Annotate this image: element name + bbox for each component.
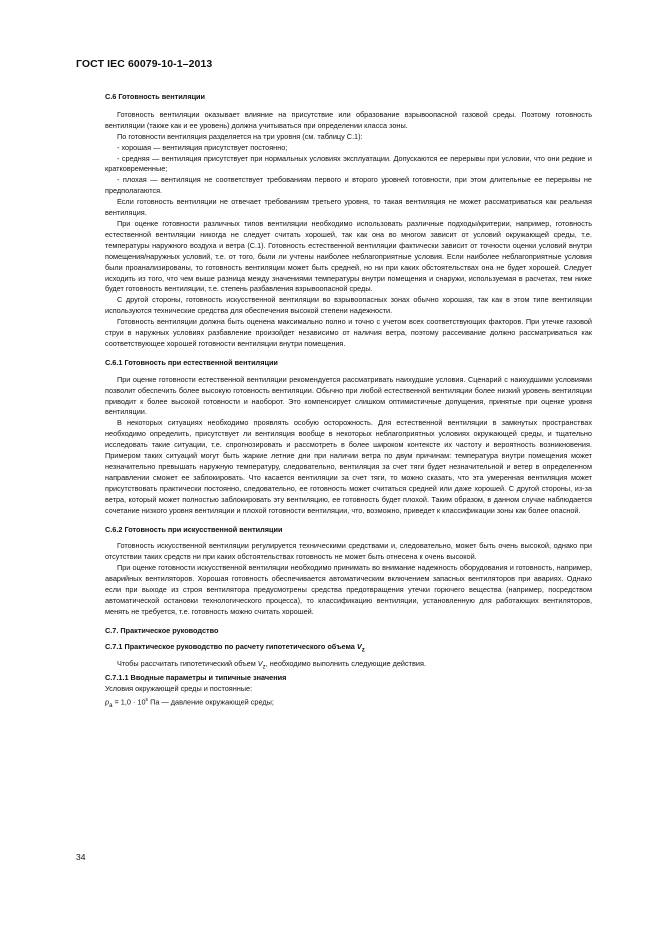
pa-exponent: 5 xyxy=(145,697,149,703)
vz-subscript: z xyxy=(361,646,365,654)
paragraph: Готовность искусственной вентиляции регулируется техническими средствами и, следовательно, может быть очень высокой, однако при отсутствии таких средств ни при каких обстоятельствах готовность не может быть отнесена к очень высокой. xyxy=(105,541,592,562)
page-content xyxy=(105,92,592,712)
section-c61-title: С.6.1 Готовность при естественной вентиляции xyxy=(105,357,278,367)
paragraph: При оценке готовности различных типов вентиляции необходимо использовать различные подходы/критерии, например, готовность естественной вентиляции никогда не следует считать хорошей, так как она во многом зависит от условий окружающей среды, т.е. температуры наружного воздуха и ветра (С.1). Готовность естественной вентиляции фактически зависит от точности оценки условий внутри помещения/наружных условий, т.е. от того, были ли учтены наиболее неблагоприятные условия. Если наиболее неблагоприятные условия были проанализированы, то готовность вентиляции может быть средней, но ни при каких обстоятельствах она не будет хорошей. Следует исходить из того, что чем выше разница между значениями температуры внутри помещения и снаружи, используемая в расчетах, тем ниже будет готовность вентиляции, т.е. степень разбавления взрывоопасной среды. xyxy=(105,218,592,294)
document-header: ГОСТ IEC 60079-10-1–2013 xyxy=(76,58,213,70)
section-c6-title: С.6 Готовность вентиляции xyxy=(105,92,206,101)
paragraph: При оценке готовности искусственной вентиляции необходимо принимать во внимание надежность оборудования и готовность, например, аварийных вентиляторов. Хорошая готовность обеспечивается автоматическим включением запасных вентиляторов при авариях. Однако если при выходе из строя вентилятора предусмотрены средства предотвращения утечки горючего вещества (например, посредством автоматической остановки технологического процесса), то классификацию вентиляции, установленную для работающих вентиляторов, менять не требуется, т.е. готовность можно считать хорошей. xyxy=(105,563,592,616)
paragraph: В некоторых ситуациях необходимо проявлять особую осторожность. Для естественной вентиляции в замкнутых пространствах необходимо определить, присутствует ли вентиляция вообще в некоторых неблагоприятных условиях окружающей среды, и тщательно исследовать такие ситуации, т.е. спрогнозировать и рассмотреть в более широком контексте их частоту и вероятность возникновения. Примером таких ситуаций могут быть жаркие летние дни при наличии ветра по двум причинам: температура внутри помещения может незначительно превышать наружную температуру, следовательно, вентиляция за счет тяги будет незначительной и ветер в определенном направлении сможет ее заблокировать. Что касается вентиляции за счет тяги, то можно сказать, что эта умеренная вентиляция может присутствовать практически постоянно, следовательно, ее готовность может считаться средней или даже хорошей. С другой стороны, из-за ветра, который может полностью заблокировать эту вентиляцию, ее готовность будет плохой. Таким образом, в данном случае наблюдается сочетание низкого уровня вентиляции и плохой готовности вентиляции, что, возможно, приведет к классификации зоны как более опасной. xyxy=(105,418,592,515)
pa-subscript: a xyxy=(109,702,113,710)
c71-intro-a: Чтобы рассчитать гипотетический объем xyxy=(117,659,256,669)
paragraph: Готовность вентиляции должна быть оценена максимально полно и точно с учетом всех соответствующих факторов. При утечке газовой струи в наружных условиях разбавление произойдет независимо от наличия ветра, поэтому рассеивание должно рассматриваться как соответствующее хорошей готовности вентиляции внутри помещения. xyxy=(105,317,592,348)
vz-inline-variable: V xyxy=(257,659,263,669)
c71-intro-b: , необходимо выполнить следующие действия. xyxy=(265,659,426,669)
pa-definition xyxy=(105,695,592,712)
paragraph: Если готовность вентиляции не отвечает требованиям третьего уровня, то такая вентиляция не может рассматриваться как реальная вентиляция. xyxy=(105,197,592,218)
list-item: - плохая — вентиляция не соответствует требованиям первого и второго уровней готовности, при этом длительные ее перерывы не предполагаются. xyxy=(105,175,592,196)
paragraph: Готовность вентиляции оказывает влияние на присутствие или образование взрывоопасной газовой среды. Поэтому готовность вентиляции (также как и ее уровень) должна учитываться при определении класса зоны. xyxy=(105,109,592,130)
section-c7-title: С.7. Практическое руководство xyxy=(105,625,219,635)
paragraph: Условия окружающей среды и постоянные: xyxy=(105,684,253,694)
pa-variable: p xyxy=(105,697,110,707)
section-c62-title: С.6.2 Готовность при искусственной вентиляции xyxy=(105,524,283,534)
paragraph: По готовности вентиляция разделяется на три уровня (см. таблицу С.1): xyxy=(117,131,363,141)
vz-inline-subscript: z xyxy=(262,663,266,671)
paragraph xyxy=(105,659,592,673)
page-number: 34 xyxy=(76,852,86,862)
section-c71-title xyxy=(105,642,592,656)
paragraph: При оценке готовности естественной вентиляции рекомендуется рассматривать наихудшие условия. Сценарий с наихудшими условиями позволит обеспечить более высокую готовность вентиляции. Обычно при любой естественной вентиляции более низкий уровень вентиляции приводит к более высокой готовности и наоборот. Это компенсирует слишком оптимистичные допущения, принятые при оценке уровня вентиляции. xyxy=(105,374,592,417)
vz-variable: V xyxy=(356,641,362,651)
pa-value: = 1,0 · 10 xyxy=(114,697,146,707)
list-item: - хорошая — вентиляция присутствует постоянно; xyxy=(117,142,288,152)
paragraph: С другой стороны, готовность искусственной вентиляции во взрывоопасных зонах обычно хорошая, так как в этом типе вентиляции используются технические средства для обеспечения высокой степени надежности. xyxy=(105,295,592,316)
list-item: - средняя — вентиляция присутствует при нормальных условиях эксплуатации. Допускаются ее перерывы при условии, что они редкие и кратковременные; xyxy=(105,153,592,174)
pa-rest: Па — давление окружающей среды; xyxy=(150,697,274,707)
section-c711-title: С.7.1.1 Вводные параметры и типичные значения xyxy=(105,673,287,683)
c71-title-text: С.7.1 Практическое руководство по расчету гипотетического объема xyxy=(105,641,355,651)
